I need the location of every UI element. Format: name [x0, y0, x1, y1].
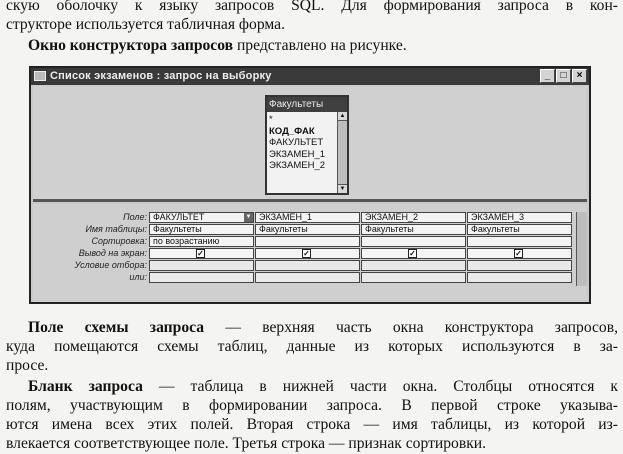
field-list-faculties[interactable]: [265, 95, 349, 195]
row-label-criteria: Условие отбора:: [74, 260, 147, 270]
grid-show-cell: [361, 248, 466, 259]
schema-line-2: куда помещаются схемы таблиц, данные из которых используются в за-: [6, 338, 618, 355]
scroll-down-icon[interactable]: ▼: [339, 186, 346, 192]
grid-table-cell[interactable]: Факультеты: [467, 224, 572, 235]
grid-criteria-cell[interactable]: [255, 260, 360, 271]
field-list-item[interactable]: *: [269, 114, 273, 125]
blank-line-2: полям, участвующим в формировании запроса. В первой строке указыва-: [6, 397, 618, 414]
intro-paragraph: [6, 0, 618, 34]
intro-figure-bold: Окно конструктора запросов: [28, 37, 234, 54]
grid-column-3: [361, 212, 466, 286]
schema-line-3: просе.: [6, 357, 49, 374]
pane-splitter[interactable]: [33, 199, 587, 202]
grid-field-cell[interactable]: ЭКЗАМЕН_3: [467, 212, 572, 223]
maximize-button[interactable]: □: [556, 69, 571, 83]
grid-table-cell[interactable]: Факультеты: [149, 224, 254, 235]
field-list-item-key[interactable]: КОД_ФАК: [269, 125, 315, 137]
row-label-show: Вывод на экран:: [78, 248, 147, 258]
window-title-bar[interactable]: [31, 68, 589, 85]
query-schema-pane: [33, 86, 587, 199]
grid-column-4: [467, 212, 572, 286]
window-controls: [540, 69, 587, 83]
grid-table-cell[interactable]: Факультеты: [255, 224, 360, 235]
grid-field-cell[interactable]: ЭКЗАМЕН_1: [255, 212, 360, 223]
blank-paragraph: [6, 377, 618, 453]
grid-show-cell: [149, 248, 254, 259]
schema-paragraph: [6, 318, 618, 375]
blank-line-4: влекается соответствующее поле. Третья строка — признак сортировки.: [6, 435, 487, 452]
intro-figure-line: [6, 36, 618, 55]
window-title: Список экзаменов : запрос на выборку: [50, 70, 272, 82]
show-checkbox[interactable]: ✓: [515, 249, 522, 258]
intro-line-2: структоре используется табличная форма.: [6, 16, 285, 33]
query-design-grid: [33, 204, 587, 302]
field-list-items: [269, 114, 325, 172]
schema-line-1: [6, 318, 618, 337]
show-checkbox[interactable]: ✓: [197, 249, 204, 258]
query-designer-window: [29, 66, 591, 304]
query-window-icon: [34, 71, 46, 81]
grid-sort-cell[interactable]: [361, 236, 466, 247]
field-list-item[interactable]: ЭКЗАМЕН_2: [269, 160, 326, 171]
grid-scrollbar[interactable]: [576, 212, 587, 286]
grid-or-cell[interactable]: [255, 272, 360, 283]
intro-figure-rest: представлено на рисунке.: [233, 37, 407, 54]
chevron-down-icon[interactable]: ▼: [245, 214, 252, 220]
grid-criteria-cell[interactable]: [149, 260, 254, 271]
grid-sort-cell[interactable]: [255, 236, 360, 247]
grid-field-cell[interactable]: [149, 212, 254, 223]
field-list-item[interactable]: ФАКУЛЬТЕТ: [269, 137, 324, 148]
blank-line-1: [6, 377, 618, 396]
grid-column-1: [149, 212, 254, 286]
intro-line-1: скую оболочку к языку запросов SQL. Для формирования запроса в кон-: [6, 0, 618, 14]
close-button[interactable]: ×: [572, 69, 587, 83]
grid-or-cell[interactable]: [149, 272, 254, 283]
row-label-sort: Сортировка:: [91, 236, 147, 246]
blank-line-1-text: — таблица в нижней части окна. Столбцы относятся к: [142, 378, 618, 395]
minimize-button[interactable]: _: [540, 69, 555, 83]
grid-field-value: ФАКУЛЬТЕТ: [153, 212, 205, 222]
grid-field-cell[interactable]: ЭКЗАМЕН_2: [361, 212, 466, 223]
field-list-title[interactable]: Факультеты: [267, 97, 347, 112]
grid-criteria-cell[interactable]: [467, 260, 572, 271]
blank-term: Бланк запроса: [28, 378, 143, 395]
scroll-up-icon[interactable]: ▲: [339, 113, 346, 119]
field-list-item[interactable]: ЭКЗАМЕН_1: [269, 148, 326, 160]
grid-column-2: [255, 212, 360, 286]
show-checkbox[interactable]: ✓: [409, 249, 416, 258]
grid-or-cell[interactable]: [361, 272, 466, 283]
grid-criteria-cell[interactable]: [361, 260, 466, 271]
field-list-scrollbar[interactable]: [337, 112, 347, 193]
row-label-or: или:: [129, 272, 147, 282]
grid-sort-cell[interactable]: [467, 236, 572, 247]
row-label-field: Поле:: [123, 212, 147, 222]
grid-or-cell[interactable]: [467, 272, 572, 283]
grid-show-cell: [255, 248, 360, 259]
grid-show-cell: [467, 248, 572, 259]
schema-line-1-text: — верхняя часть окна конструктора запросов,: [204, 319, 618, 336]
show-checkbox[interactable]: ✓: [303, 249, 310, 258]
row-label-table: Имя таблицы:: [85, 224, 147, 234]
grid-sort-cell[interactable]: по возрастанию: [149, 236, 254, 247]
grid-table-cell[interactable]: Факультеты: [361, 224, 466, 235]
blank-line-3: ются имена всех этих полей. Вторая строка — имя таблицы, из которой из-: [6, 416, 618, 433]
schema-term: Поле схемы запроса: [28, 319, 205, 336]
